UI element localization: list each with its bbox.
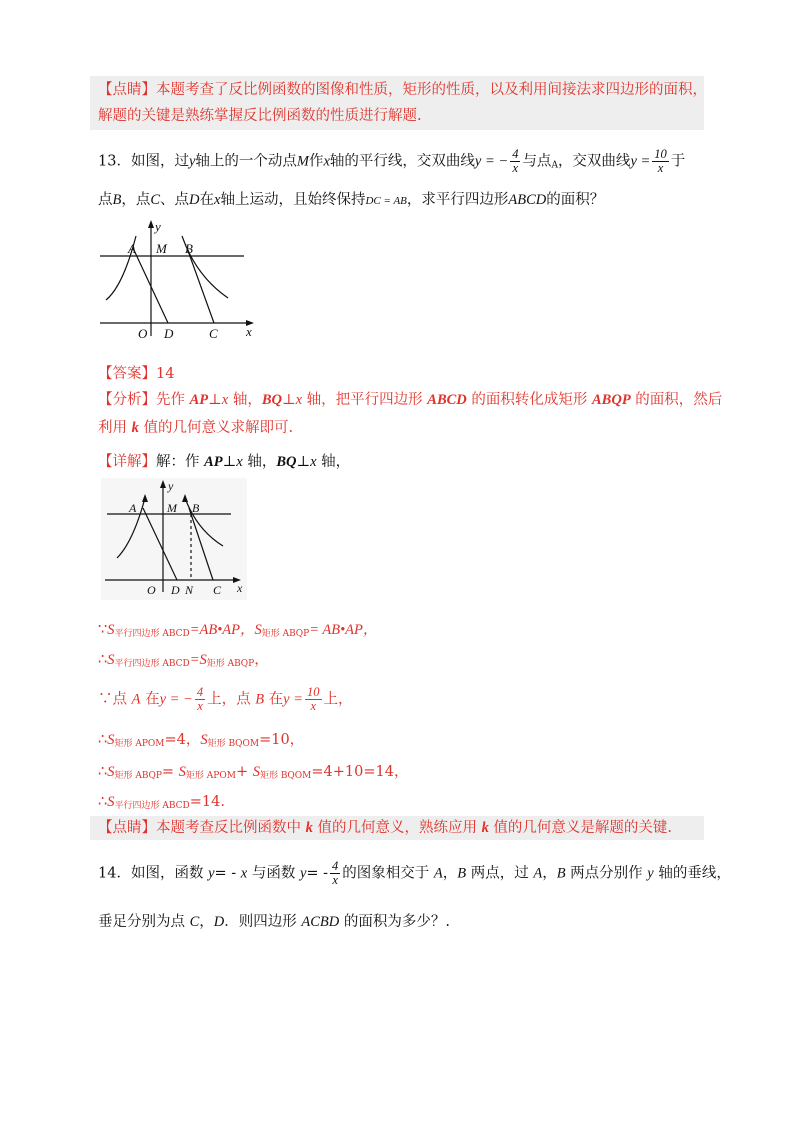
- step-2: $\therefore S_{平行四边形 ABCD}=S_{矩形 ABQP}$，: [98, 652, 269, 669]
- label-b: B: [192, 501, 200, 515]
- label-d: D: [171, 583, 180, 597]
- label-y: y: [168, 479, 174, 493]
- arrow-right-top: [182, 494, 188, 502]
- label-x: x: [237, 581, 243, 595]
- label-d: D: [164, 326, 174, 341]
- fraction: $\frac{4}{x}$: [196, 685, 204, 713]
- answer-line: 【答案】14: [98, 366, 175, 382]
- y-axis-arrow: [160, 480, 166, 488]
- detail-line: 【详解】解：作 AP⊥x 轴，BQ⊥x 轴，: [98, 454, 351, 470]
- remark-1-line-2: 解题的关键是熟练掌握反比例函数的性质进行解题.: [98, 108, 422, 124]
- step-6: $\therefore S_{平行四边形 ABCD}=14$.: [98, 794, 225, 811]
- figure-1: [96, 218, 261, 343]
- step-4: $\therefore S_{矩形 APOM}=4$，$S_{矩形 BQOM}=10$，: [98, 732, 305, 749]
- fraction: $\frac{4}{x}$: [332, 859, 339, 887]
- figure-2: [101, 478, 247, 600]
- label-b: B: [185, 241, 193, 256]
- analysis-line-1: 【分析】先作 AP⊥x 轴，BQ⊥x 轴，把平行四边形 ABCD 的面积转化成矩形 ABQP 的面积，然后: [98, 392, 723, 408]
- remark-2-line: 【点睛】本题考查反比例函数中 k 值的几何意义，熟练应用 k 值的几何意义是解题的关键.: [98, 820, 673, 836]
- label-n: N: [185, 583, 194, 597]
- label-m: M: [167, 501, 177, 515]
- label-a: A: [129, 501, 137, 515]
- label-c: C: [213, 583, 222, 597]
- segment-bc: [189, 508, 213, 580]
- remark-1-line-1: 【点睛】本题考查了反比例函数的图像和性质，矩形的性质，以及利用间接法求四边形的面积，: [98, 82, 707, 98]
- label-o: O: [138, 326, 148, 341]
- label-c: C: [209, 326, 218, 341]
- q13-line-1: 13．如图，过y轴上的一个动点M作x轴的平行线，交双曲线y = − $\frac{4}{x}$ 与点$_A$，交双曲线y = $\frac{10}{x}$ 于: [98, 147, 686, 175]
- arrow-left-top: [142, 494, 148, 502]
- q14-line-2: 垂足分别为点 C，D．则四边形 ACBD 的面积为多少？.: [98, 914, 450, 930]
- label-a: A: [128, 241, 136, 256]
- fraction: $\frac{10}{x}$: [654, 147, 667, 175]
- step-5: $\therefore S_{矩形 ABQP}= S_{矩形 APOM}+ S_{矩形 BQOM}=4+10=14$，: [98, 764, 409, 781]
- step-3: ∵点 A 在y = − $\frac{4}{x}$ 上，点 B 在y = $\frac{10}{x}$ 上，: [98, 685, 353, 713]
- label-y: y: [155, 219, 161, 234]
- label-m: M: [156, 241, 167, 256]
- q14-line-1: 14．如图，函数 y= - x 与函数 y= - $\frac{4}{x}$ 的图象相交于 A，B 两点，过 A，B 两点分别作 y 轴的垂线，: [98, 859, 731, 887]
- y-axis-arrow: [148, 220, 154, 228]
- segment-ad: [143, 508, 177, 580]
- step-1: $\because S_{平行四边形 ABCD}=AB•AP$，$S_{矩形 ABQP}=$ AB•AP，: [98, 622, 378, 639]
- analysis-line-2: 利用 k 值的几何意义求解即可.: [98, 420, 294, 436]
- fraction: $\frac{4}{x}$: [512, 147, 519, 175]
- remark-tag: 【点睛】: [98, 82, 156, 98]
- q13-line-2: 点B，点C、点D在x轴上运动，且始终保持DC = AB，求平行四边形ABCD的面积？: [98, 192, 605, 208]
- fraction: $\frac{10}{x}$: [307, 685, 320, 713]
- label-o: O: [147, 583, 156, 597]
- segment-bc: [187, 248, 214, 323]
- label-x: x: [246, 324, 252, 339]
